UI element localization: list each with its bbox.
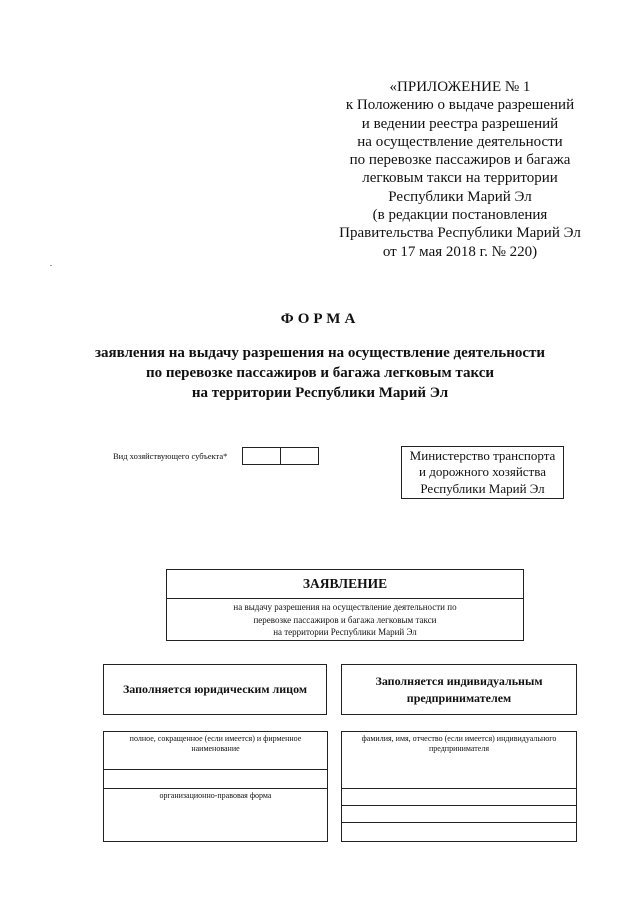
entity-type-cell[interactable] <box>280 448 318 464</box>
legal-entity-name-field[interactable] <box>104 770 327 789</box>
individual-header-line: Заполняется индивидуальным <box>375 673 543 688</box>
legal-entity-fields <box>103 731 328 842</box>
statement-line: перевозке пассажиров и багажа легковым такси <box>253 614 437 625</box>
appendix-line: «ПРИЛОЖЕНИЕ № 1 <box>389 79 531 95</box>
appendix-line: к Положению о выдаче разрешений <box>345 97 575 114</box>
label-line: наименование <box>191 744 240 753</box>
legal-entity-name-label <box>104 732 327 770</box>
individual-header-line: предпринимателем <box>406 690 512 705</box>
statement-title: ЗАЯВЛЕНИЕ <box>167 570 523 599</box>
appendix-line: (в редакции постановления <box>372 207 548 224</box>
legal-entity-header <box>103 664 327 715</box>
statement-line: на территории Республики Марий Эл <box>273 627 417 637</box>
entity-type-field[interactable] <box>242 447 319 465</box>
individual-entrepreneur-fields <box>341 731 577 842</box>
ministry-line: и дорожного хозяйства <box>419 464 546 480</box>
appendix-line: Правительства Республики Марий Эл <box>339 225 581 242</box>
ministry-line: Республики Марий Эл <box>420 480 545 496</box>
legal-entity-header-text: Заполняется юридическим лицом <box>122 682 308 696</box>
org-form-label: организационно-правовая форма <box>159 791 272 800</box>
entity-type-label: Вид хозяйствующего субъекта* <box>113 451 228 461</box>
appendix-line: легковым такси на территории <box>362 170 558 187</box>
scan-speck <box>50 265 52 266</box>
appendix-line: и ведении реестра разрешений <box>361 115 559 132</box>
label-line: предпринимателя <box>429 744 489 753</box>
appendix-block <box>318 78 602 261</box>
statement-description <box>167 599 523 639</box>
org-legal-form-field[interactable] <box>104 789 327 841</box>
individual-name-label <box>342 732 576 789</box>
form-subtitle <box>60 343 580 403</box>
statement-box <box>166 569 524 641</box>
form-title: ФОРМА <box>280 311 360 327</box>
ministry-line: Министерство транспорта <box>409 447 556 463</box>
statement-line: на выдачу разрешения на осуществление деятельности по <box>233 602 457 612</box>
individual-entrepreneur-header <box>341 664 577 715</box>
form-subtitle-line: заявления на выдачу разрешения на осуществление деятельности <box>94 345 546 361</box>
label-line: полное, сокращенное (если имеется) и фирменное <box>129 734 302 743</box>
entity-type-cell[interactable] <box>243 448 280 464</box>
appendix-line: по перевозке пассажиров и багажа <box>349 152 571 169</box>
recipient-ministry-box <box>401 446 564 499</box>
individual-name-field[interactable] <box>342 789 576 806</box>
label-line: фамилия, имя, отчество (если имеется) индивидуального <box>361 734 557 743</box>
form-subtitle-line: по перевозке пассажиров и багажа легковым такси <box>145 365 495 381</box>
appendix-line: Республики Марий Эл <box>388 188 532 205</box>
appendix-line: на осуществление деятельности <box>357 133 563 150</box>
appendix-line: от 17 мая 2018 г. № 220) <box>382 243 538 260</box>
individual-name-field[interactable] <box>342 806 576 823</box>
individual-name-field[interactable] <box>342 823 576 841</box>
form-subtitle-line: на территории Республики Марий Эл <box>191 385 449 401</box>
